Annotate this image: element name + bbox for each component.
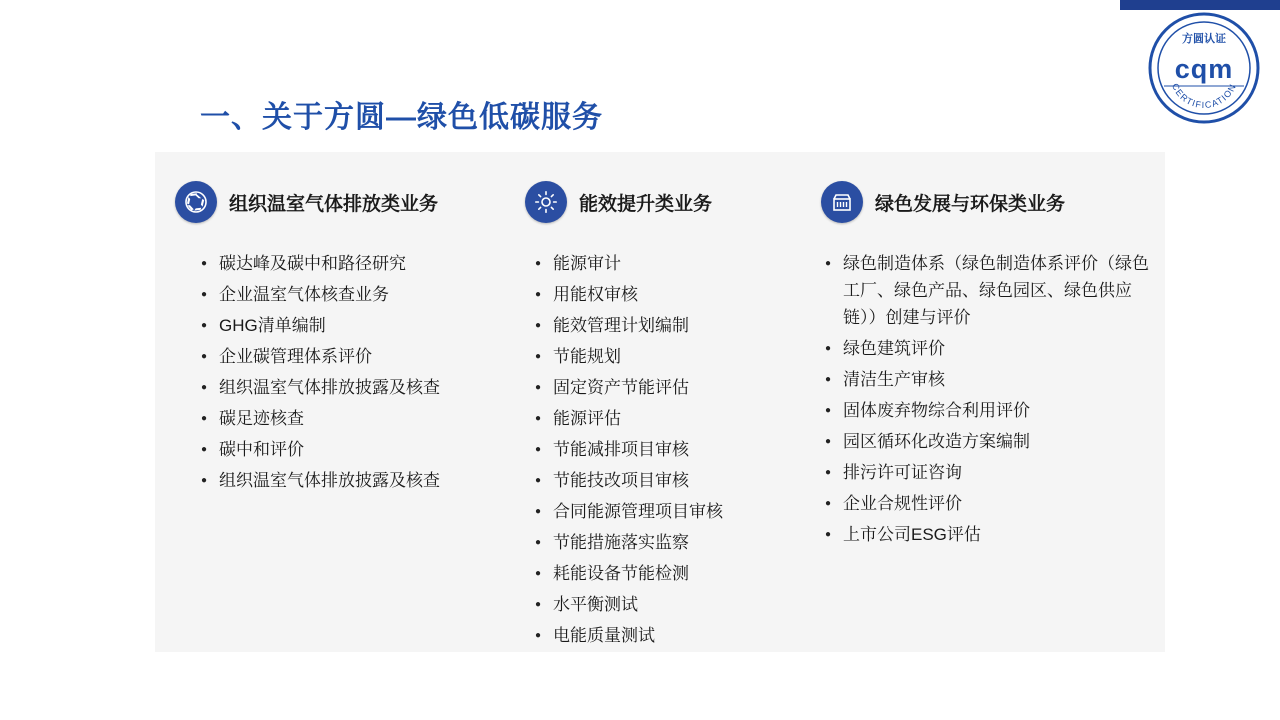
list-item: ● 企业合规性评价 [825, 490, 1155, 517]
list-item: ● 能效管理计划编制 [535, 312, 815, 339]
bullet-list [825, 250, 1155, 548]
list-item: ● 碳达峰及碳中和路径研究 [201, 250, 515, 277]
list-item: ● 用能权审核 [535, 281, 815, 308]
list-item: ● 清洁生产审核 [825, 366, 1155, 393]
bullet-list [535, 250, 815, 649]
column-title: 组织温室气体排放类业务 [229, 193, 439, 215]
list-item: ● 园区循环化改造方案编制 [825, 428, 1155, 455]
column-energy-efficiency [515, 180, 815, 653]
list-item: ● 企业温室气体核查业务 [201, 281, 515, 308]
list-item: ● GHG清单编制 [201, 312, 515, 339]
list-item: ● 节能规划 [535, 343, 815, 370]
svg-text:cqm: cqm [1174, 54, 1234, 84]
list-item: ● 上市公司ESG评估 [825, 521, 1155, 548]
list-item: ● 电能质量测试 [535, 622, 815, 649]
factory-icon [821, 181, 863, 223]
content-panel [155, 152, 1165, 652]
page-title: 一、关于方圆—绿色低碳服务 [200, 101, 603, 134]
svg-text:CERTIFICATION: CERTIFICATION [1169, 81, 1239, 111]
columns-container [155, 152, 1165, 653]
list-item: ● 排污许可证咨询 [825, 459, 1155, 486]
list-item: ● 碳中和评价 [201, 436, 515, 463]
column-title: 绿色发展与环保类业务 [875, 193, 1066, 215]
list-item: ● 企业碳管理体系评价 [201, 343, 515, 370]
list-item: ● 节能减排项目审核 [535, 436, 815, 463]
list-item: ● 绿色制造体系（绿色制造体系评价（绿色工厂、绿色产品、绿色园区、绿色供应链））创建与评价 [825, 250, 1155, 331]
bullet-list [201, 250, 515, 494]
list-item: ● 碳足迹核查 [201, 405, 515, 432]
list-item: ● 能源审计 [535, 250, 815, 277]
column-header [525, 180, 815, 224]
column-ghg [155, 180, 515, 653]
list-item: ● 节能技改项目审核 [535, 467, 815, 494]
list-item: ● 固定资产节能评估 [535, 374, 815, 401]
cqm-logo [1144, 8, 1264, 128]
list-item: ● 组织温室气体排放披露及核查 [201, 374, 515, 401]
column-title: 能效提升类业务 [579, 193, 713, 215]
column-green-development [815, 180, 1155, 653]
list-item: ● 节能措施落实监察 [535, 529, 815, 556]
list-item: ● 合同能源管理项目审核 [535, 498, 815, 525]
list-item: ● 水平衡测试 [535, 591, 815, 618]
aperture-icon [175, 181, 217, 223]
column-header [175, 180, 515, 224]
sun-icon [525, 181, 567, 223]
column-header [821, 180, 1155, 224]
list-item: ● 耗能设备节能检测 [535, 560, 815, 587]
svg-text:方圆认证: 方圆认证 [1182, 33, 1226, 45]
list-item: ● 绿色建筑评价 [825, 335, 1155, 362]
list-item: ● 组织温室气体排放披露及核查 [201, 467, 515, 494]
list-item: ● 能源评估 [535, 405, 815, 432]
list-item: ● 固体废弃物综合利用评价 [825, 397, 1155, 424]
